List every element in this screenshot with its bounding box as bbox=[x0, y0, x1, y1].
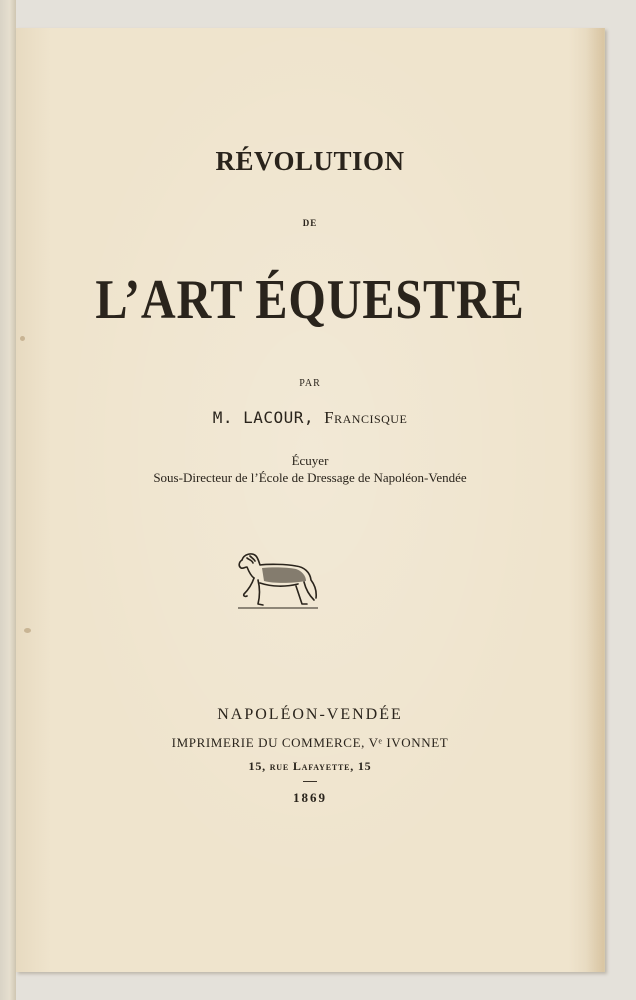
author-name: Francisque bbox=[324, 408, 408, 427]
author-prefix: M. LACOUR, bbox=[212, 408, 315, 427]
title-line-2: L’ART ÉQUESTRE bbox=[95, 269, 525, 331]
author-position: Sous-Directeur de l’École de Dressage de Napoléon-Vendée bbox=[153, 470, 467, 485]
binding-edge bbox=[0, 0, 16, 1000]
paper-stain bbox=[24, 628, 31, 633]
by-label: PAR bbox=[299, 378, 321, 389]
horse-icon bbox=[234, 550, 322, 614]
title-connector: DE bbox=[302, 218, 318, 228]
author-role: Écuyer bbox=[291, 453, 329, 468]
author-line bbox=[16, 408, 604, 428]
title-line-1: RÉVOLUTION bbox=[215, 146, 405, 176]
paper-stain bbox=[20, 336, 25, 341]
imprint-divider bbox=[303, 781, 317, 782]
imprint-printer: IMPRIMERIE DU COMMERCE, Vᵉ IVONNET bbox=[171, 735, 449, 750]
title-page bbox=[16, 28, 605, 972]
imprint-year: 1869 bbox=[293, 790, 327, 805]
imprint-address: 15, rue Lafayette, 15 bbox=[248, 759, 372, 773]
imprint-city: NAPOLÉON-VENDÉE bbox=[217, 706, 403, 723]
